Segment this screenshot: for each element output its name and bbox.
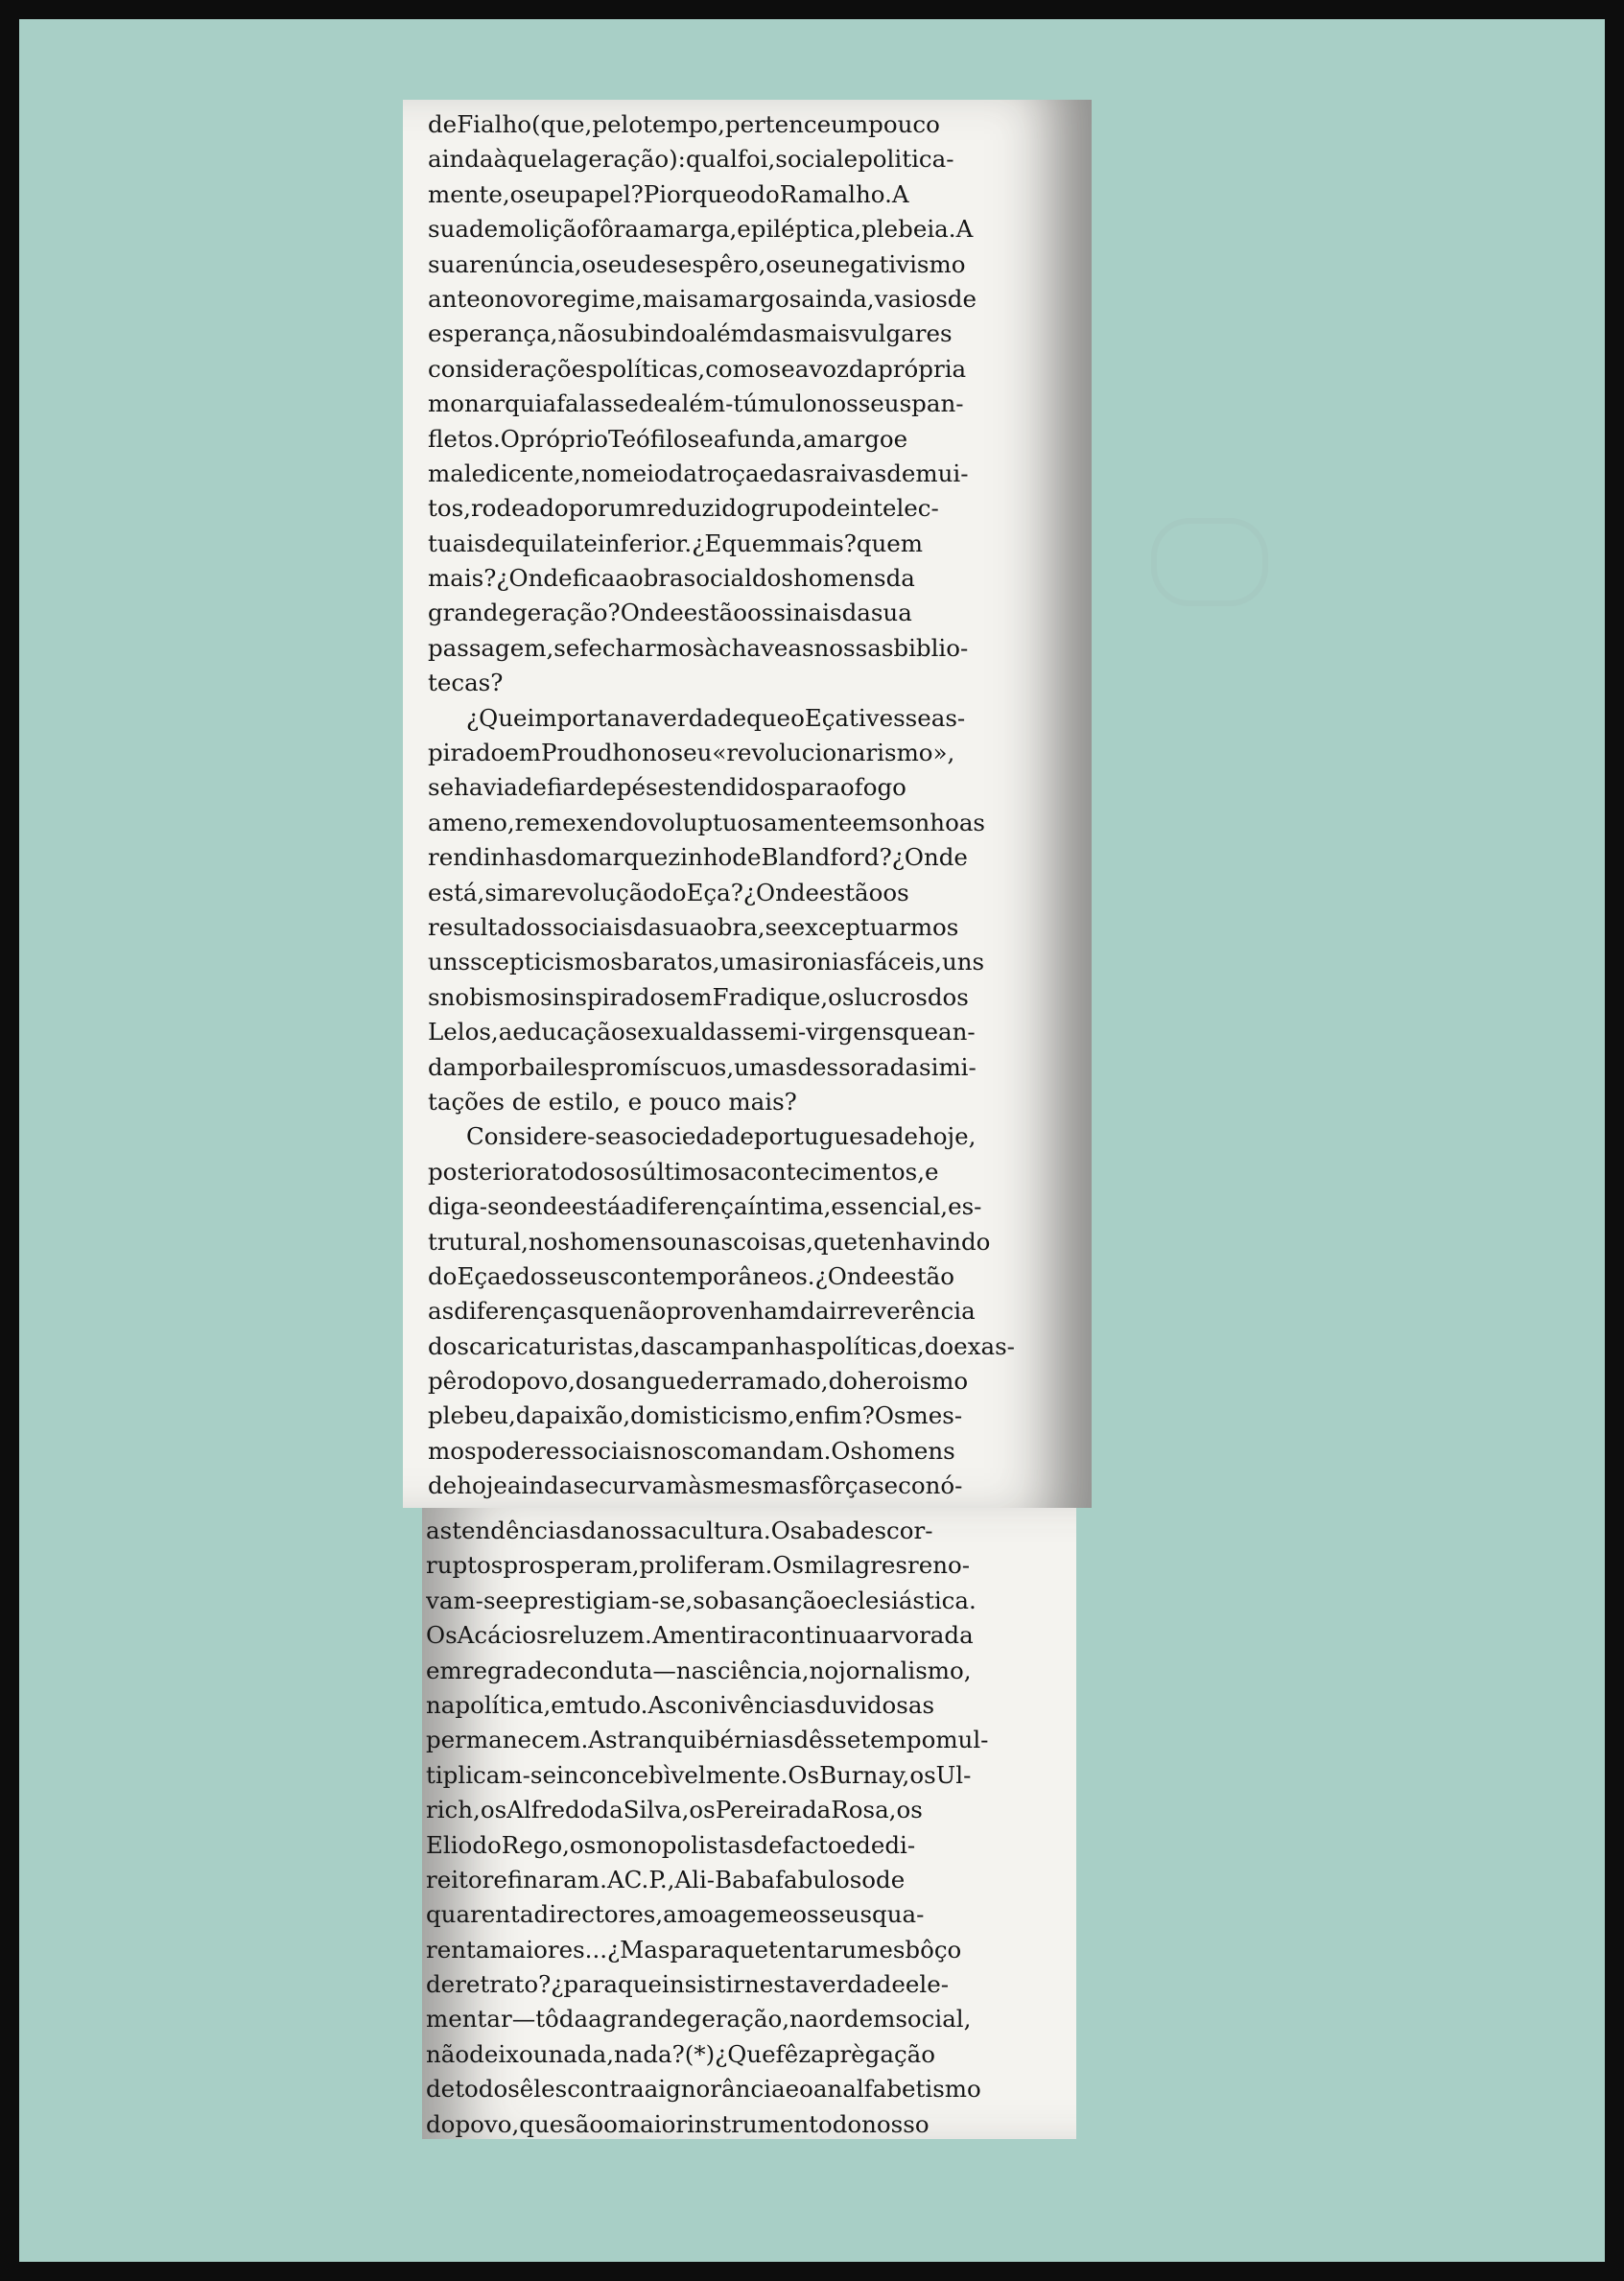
text-line: passagem,sefecharmosàchaveasnossasbiblio- — [428, 633, 969, 662]
text-line: nãodeixounada,nada?(*)¿Quefêzaprègação — [426, 2039, 936, 2068]
text-line: resultadossociaisdasuaobra,seexceptuarmos — [428, 912, 959, 941]
text-line: consideraçõespolíticas,comoseavozdaprópria — [428, 354, 967, 383]
text-line: diga-seondeestáadiferençaíntima,essencial,es- — [428, 1192, 982, 1221]
text-line: EliodoRego,osmonopolistasdefactoededi- — [426, 1830, 916, 1859]
text-line: permanecem.Astranquibérniasdêssetempomul- — [426, 1726, 989, 1754]
text-line: reitorefinaram.AC.P.,Ali-Babafabulosode — [426, 1865, 906, 1893]
text-line: fletos.OpróprioTeófiloseafunda,amargoe — [428, 424, 908, 453]
text-line: está,simarevoluçãodoEça?¿Ondeestãoos — [428, 878, 909, 906]
text-line: detodosêlescontraaignorânciaeoanalfabetismo — [426, 2075, 981, 2104]
text-line: sehaviadefiardepésestendidosparaofogo — [428, 773, 906, 802]
text-line: tações de estilo, e pouco mais? — [428, 1087, 797, 1116]
text-line: snobismosinspiradosemFradique,oslucrosdos — [428, 982, 969, 1011]
text-line: rendinhasdomarquezinhodeBlandford?¿Onde — [428, 843, 968, 872]
text-line: suademoliçãofôraamarga,epiléptica,plebeia.A — [428, 215, 974, 244]
text-column-lower — [426, 1514, 1069, 2139]
text-line: dopovo,quesãoomaiorinstrumentodonosso — [426, 2109, 930, 2138]
text-column-upper — [428, 107, 1084, 1508]
text-line: astendênciasdanossacultura.Osabadescor- — [426, 1517, 933, 1544]
text-line: quarentadirectores,amoagemeosseusqua- — [426, 1900, 925, 1929]
text-line: tos,rodeadoporumreduzidogrupodeintelec- — [428, 494, 939, 523]
text-line: anteonovoregime,maisamargosainda,vasiosde — [428, 284, 977, 313]
text-line: deFialho(que,pelotempo,pertenceumpouco — [428, 110, 940, 138]
text-line: pêrodopovo,dosanguederramado,doheroismo — [428, 1367, 969, 1396]
text-line: doEçaedosseuscontemporâneos.¿Ondeestão — [428, 1261, 955, 1290]
text-line: plebeu,dapaixão,domisticismo,enfim?Osmes- — [428, 1401, 963, 1430]
text-line: napolítica,emtudo.Asconivênciasduvidosas — [426, 1690, 935, 1719]
clipping-upper — [403, 100, 1092, 1508]
text-line: tuaisdequilateinferior.¿Equemmais?quem — [428, 529, 924, 557]
text-line: ¿QueimportanaverdadequeoEçativesseas- — [466, 703, 966, 732]
text-line: mentar—tôdaagrandegeração,naordemsocial, — [426, 2005, 972, 2034]
text-line: Lelos,aeducaçãosexualdassemi-virgensquean- — [428, 1018, 976, 1046]
text-line: deretrato?¿paraqueinsistirnestaverdadeele- — [426, 1970, 949, 1999]
text-line: piradoemProudhonoseu«revolucionarismo», — [428, 739, 955, 767]
text-line: OsAcáciosreluzem.Amentiracontinuaarvorada — [426, 1621, 974, 1650]
text-line: suarenúncia,oseudesespêro,oseunegativismo — [428, 249, 966, 278]
text-line: unsscepticismosbaratos,umasironiasfáceis,uns — [428, 948, 985, 976]
text-line: rich,osAlfredodaSilva,osPereiradaRosa,os — [426, 1796, 923, 1824]
show-through-mark — [1151, 518, 1268, 606]
clipping-lower — [422, 1508, 1076, 2139]
text-line: asdiferençasquenãoprovenhamdairreverência — [428, 1297, 976, 1326]
text-line: doscaricaturistas,dascampanhaspolíticas,doexas- — [428, 1331, 1015, 1360]
text-line: ameno,remexendovoluptuosamenteemsonhoas — [428, 808, 986, 836]
text-line: mais?¿Ondeficaaobrasocialdoshomensda — [428, 564, 915, 593]
text-line: monarquiafalassedealém-túmulonosseuspan- — [428, 389, 964, 418]
text-line: trutural,noshomensounascoisas,quetenhavindo — [428, 1227, 991, 1256]
text-line: damporbailespromíscuos,umasdessoradasimi- — [428, 1052, 977, 1081]
text-line: tiplicam-seinconcebìvelmente.OsBurnay,osUl- — [426, 1760, 972, 1789]
text-line: emregradeconduta—nasciência,nojornalismo, — [426, 1656, 972, 1684]
text-line: ruptosprosperam,proliferam.Osmilagresreno- — [426, 1551, 971, 1580]
text-line: aindaàquelageração):qualfoi,socialepolitica- — [428, 145, 954, 174]
text-line: tecas? — [428, 669, 504, 697]
text-line: esperança,nãosubindoalémdasmaisvulgares — [428, 319, 953, 348]
text-line: rentamaiores...¿Masparaquetentarumesbôço — [426, 1935, 962, 1964]
text-line: mente,oseupapel?PiorqueodoRamalho.A — [428, 179, 909, 208]
text-line: maledicente,nomeiodatroçaedasraivasdemui- — [428, 459, 969, 487]
text-line: vam-seeprestigiam-se,sobasançãoeclesiástica. — [426, 1586, 977, 1614]
text-line: grandegeração?Ondeestãoossinaisdasua — [428, 599, 912, 627]
text-line: dehojeaindasecurvamàsmesmasfôrçaseconó- — [428, 1471, 963, 1500]
text-line: Considere-seasociedadeportuguesadehoje, — [466, 1122, 977, 1151]
text-line: posterioratodososúltimosacontecimentos,e — [428, 1157, 939, 1186]
text-line: mospoderessociaisnoscomandam.Oshomens — [428, 1436, 955, 1465]
